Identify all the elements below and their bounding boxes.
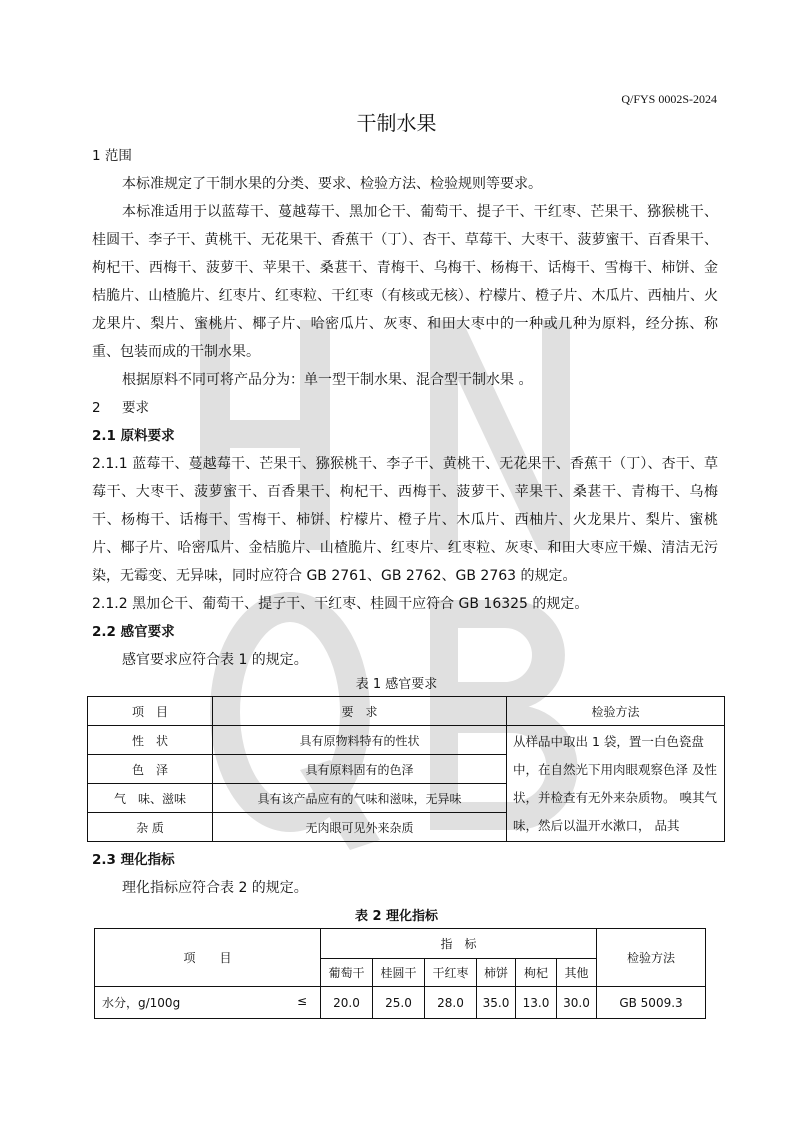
sensory-table bbox=[87, 696, 725, 842]
subheader-other: 其他 bbox=[557, 959, 597, 987]
value-cell: 20.0 bbox=[321, 987, 373, 1019]
item-cell-content bbox=[98, 994, 317, 1011]
subheader-longan: 桂圆干 bbox=[373, 959, 425, 987]
table-row bbox=[95, 987, 706, 1019]
value-cell: 35.0 bbox=[477, 987, 516, 1019]
item-cell bbox=[95, 987, 321, 1019]
physchem-paragraph: 理化指标应符合表 2 的规定。 bbox=[122, 880, 308, 896]
item-cell: 色 泽 bbox=[88, 755, 213, 784]
sensory-paragraph: 感官要求应符合表 1 的规定。 bbox=[122, 652, 308, 668]
method-cell: 从样品中取出 1 袋，置一白色瓷盘中，在自然光下用肉眼观察色泽 及性状，并检查有无外来杂质物。 嗅其气味，然后以温开水漱口， 品其 bbox=[507, 726, 725, 842]
subheader-goji: 枸杞 bbox=[516, 959, 557, 987]
physchem-table bbox=[94, 928, 706, 1019]
section-2-2-heading: 2.2 感官要求 bbox=[92, 624, 175, 640]
subheader-raisin: 葡萄干 bbox=[321, 959, 373, 987]
section-2-heading-line bbox=[92, 394, 718, 422]
scope-paragraph-2: 本标准适用于以蓝莓干、蔓越莓干、黑加仑干、葡萄干、提子干、干红枣、芒果干、猕猴桃干、桂圆干、李子干、黄桃干、无花果干、香蕉干（丁）、杏干、草莓干、大枣干、菠萝蜜干、百香果干、枸杞干、西梅干、菠萝干、苹果干、桑葚干、青梅干、乌梅干、杨梅干、话梅干、雪梅干、柿饼、金桔脆片、山楂脆片、红枣片、红枣粒、干红枣（有核或无核）、柠檬片、橙子片、木瓜片、西柚片、火龙果片、梨片、蜜桃片、椰子片、哈密瓜片、灰枣、和田大枣中的一种或几种为原料，经分拣、称重、包装而成的干制水果。 bbox=[92, 204, 718, 360]
operator-symbol: ≤ bbox=[296, 994, 307, 1008]
requirement-cell: 具有该产品应有的气味和滋味，无异味 bbox=[213, 784, 507, 813]
section-2-3-heading: 2.3 理化指标 bbox=[92, 852, 175, 868]
header-requirement: 要 求 bbox=[213, 697, 507, 726]
section-2-number: 2 bbox=[92, 400, 101, 416]
table-2-caption: 表 2 理化指标 bbox=[354, 909, 439, 924]
item-cell: 杂 质 bbox=[88, 813, 213, 842]
scope-paragraph-1: 本标准规定了干制水果的分类、要求、检验方法、检验规则等要求。 bbox=[122, 176, 542, 192]
page-title: 干制水果 bbox=[356, 111, 437, 135]
requirement-cell: 具有原料固有的色泽 bbox=[213, 755, 507, 784]
value-cell: 25.0 bbox=[373, 987, 425, 1019]
value-cell: 13.0 bbox=[516, 987, 557, 1019]
value-cell: 28.0 bbox=[425, 987, 477, 1019]
table-row bbox=[88, 726, 725, 755]
section-1-heading: 1 范围 bbox=[92, 148, 132, 164]
method-cell: GB 5009.3 bbox=[597, 987, 706, 1019]
value-cell: 30.0 bbox=[557, 987, 597, 1019]
header-method: 检验方法 bbox=[507, 697, 725, 726]
subheader-jujube: 干红枣 bbox=[425, 959, 477, 987]
requirement-cell: 具有原物料特有的性状 bbox=[213, 726, 507, 755]
document-code: Q/FYS 0002S-2024 bbox=[621, 92, 717, 106]
section-2-1-heading: 2.1 原料要求 bbox=[92, 428, 175, 444]
requirement-cell: 无肉眼可见外来杂质 bbox=[213, 813, 507, 842]
header-item: 项 目 bbox=[95, 929, 321, 987]
table-header-row bbox=[88, 697, 725, 726]
header-index: 指 标 bbox=[321, 929, 597, 959]
scope-paragraph-3: 根据原料不同可将产品分为：单一型干制水果、混合型干制水果 。 bbox=[122, 372, 533, 388]
clause-2-1-2: 2.1.2 黑加仑干、葡萄干、提子干、干红枣、桂圆干应符合 GB 16325 的规定。 bbox=[92, 596, 589, 612]
header-method: 检验方法 bbox=[597, 929, 706, 987]
item-label: 水分，g/100g bbox=[102, 996, 181, 1010]
header-item: 项 目 bbox=[88, 697, 213, 726]
subheader-persimmon: 柿饼 bbox=[477, 959, 516, 987]
section-2-heading: 要求 bbox=[122, 400, 149, 416]
clause-2-1-1: 2.1.1 蓝莓干、蔓越莓干、芒果干、猕猴桃干、李子干、黄桃干、无花果干、香蕉干（丁）、杏干、草莓干、大枣干、菠萝蜜干、百香果干、枸杞干、西梅干、菠萝干、苹果干、桑葚干、青梅干、乌梅干、杨梅干、话梅干、雪梅干、柿饼、柠檬片、橙子片、木瓜片、西柚片、火龙果片、梨片、蜜桃片、椰子片、哈密瓜片、金桔脆片、山楂脆片、红枣片、红枣粒、灰枣、和田大枣应干燥、清洁无污染，无霉变、无异味，同时应符合 GB 2761、GB 2762、GB 2763 的规定。 bbox=[92, 456, 718, 584]
table-header-row bbox=[95, 929, 706, 959]
item-cell: 性 状 bbox=[88, 726, 213, 755]
table-1-caption: 表 1 感官要求 bbox=[355, 677, 438, 692]
item-cell: 气 味、滋味 bbox=[88, 784, 213, 813]
